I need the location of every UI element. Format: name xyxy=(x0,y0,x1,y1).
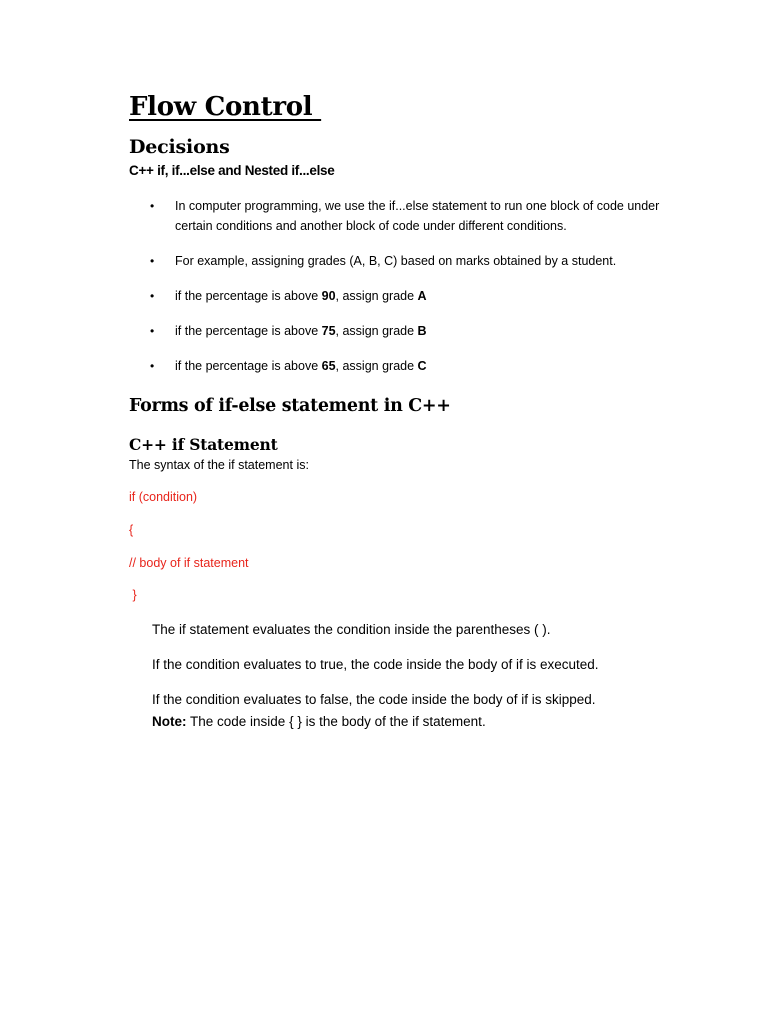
note-label: Note: xyxy=(152,714,187,729)
bullet-item xyxy=(150,286,690,306)
bullet-prefix: if the percentage is above xyxy=(175,289,322,303)
bullet-percentage: 90 xyxy=(321,289,336,303)
section-heading-decisions: Decisions xyxy=(129,136,230,158)
page-title: Flow Control xyxy=(129,92,322,122)
bullet-icon: • xyxy=(150,199,155,213)
code-line: // body of if statement xyxy=(129,556,249,570)
bullet-middle: , assign grade xyxy=(335,324,418,338)
bullet-grade: B xyxy=(417,324,427,338)
bullet-item xyxy=(150,356,690,376)
if-statement-heading: C++ if Statement xyxy=(129,435,278,454)
bullet-percentage: 75 xyxy=(321,324,336,338)
bullet-middle: , assign grade xyxy=(335,289,418,303)
bullet-icon: • xyxy=(150,324,155,338)
note-line xyxy=(152,714,486,729)
bullet-middle: , assign grade xyxy=(335,359,418,373)
code-line: } xyxy=(129,588,137,602)
subheading-if-else: C++ if, if...else and Nested if...else xyxy=(129,163,335,178)
bullet-icon: • xyxy=(150,359,155,373)
note-text: The code inside { } is the body of the if statement. xyxy=(186,714,486,729)
syntax-intro: The syntax of the if statement is: xyxy=(129,458,309,472)
bullet-icon: • xyxy=(150,254,155,268)
bullet-text: In computer programming, we use the if...else statement to run one block of code under certain conditions and another block of code under different conditions. xyxy=(175,199,660,233)
bullet-grade: C xyxy=(417,359,427,373)
code-line: { xyxy=(129,523,134,537)
bullet-item xyxy=(150,251,690,271)
bullet-prefix: if the percentage is above xyxy=(175,359,322,373)
bullet-percentage: 65 xyxy=(321,359,336,373)
bullet-grade: A xyxy=(417,289,427,303)
explanation-line: If the condition evaluates to false, the code inside the body of if is skipped. xyxy=(152,692,596,707)
explanation-line: If the condition evaluates to true, the code inside the body of if is executed. xyxy=(152,657,599,672)
explanation-line: The if statement evaluates the condition inside the parentheses ( ). xyxy=(152,622,551,637)
bullet-list xyxy=(150,196,690,391)
bullet-text: For example, assigning grades (A, B, C) based on marks obtained by a student. xyxy=(175,254,617,268)
bullet-item xyxy=(150,196,690,236)
bullet-icon: • xyxy=(150,289,155,303)
forms-heading: Forms of if-else statement in C++ xyxy=(129,396,451,416)
bullet-item xyxy=(150,321,690,341)
code-line: if (condition) xyxy=(129,490,198,504)
bullet-prefix: if the percentage is above xyxy=(175,324,322,338)
